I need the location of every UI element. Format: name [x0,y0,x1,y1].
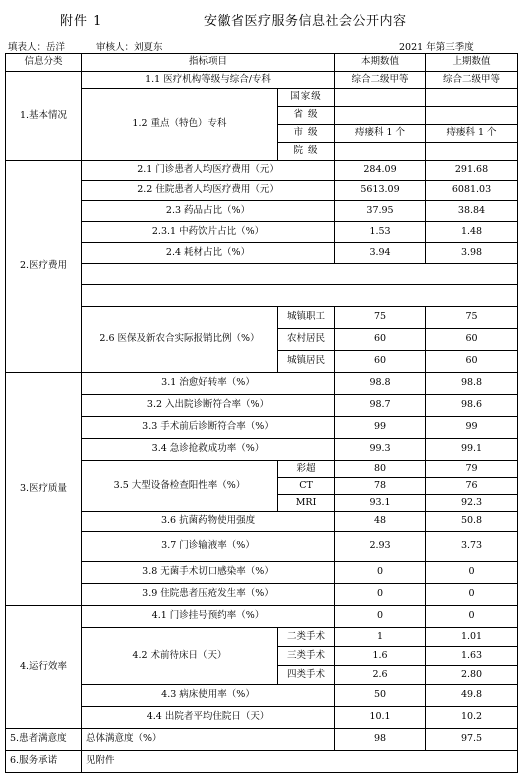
previous-value [426,107,518,125]
current-value [335,107,426,125]
sub-label: 四类手术 [278,666,335,685]
previous-value [426,143,518,161]
current-value: 0 [335,584,426,606]
table-row [6,685,518,707]
table-row [6,532,518,562]
previous-value: 3.73 [426,532,518,562]
current-value: 10.1 [335,707,426,729]
previous-value: 痔瘘科 1 个 [426,125,518,143]
column-header-category: 信息分类 [6,54,82,72]
current-value: 50 [335,685,426,707]
column-header-current: 本期数值 [335,54,426,72]
indicator-name: 3.1 治愈好转率（%） [82,373,335,395]
previous-value: 49.8 [426,685,518,707]
table-row [6,201,518,222]
blank-row [82,285,518,307]
current-value: 37.95 [335,201,426,222]
indicator-name: 4.3 病床使用率（%） [82,685,335,707]
previous-value: 60 [426,351,518,373]
form-meta [0,39,522,53]
indicator-name: 4.2 术前待床日（天） [82,628,278,685]
sub-label: 彩超 [278,461,335,478]
current-value: 综合二级甲等 [335,72,426,89]
table-row [6,395,518,417]
document-header [0,10,522,30]
previous-value: 50.8 [426,512,518,532]
table-row [6,461,518,478]
previous-value: 1.48 [426,222,518,243]
table-row [6,439,518,461]
previous-value: 76 [426,478,518,495]
blank-row [82,264,518,285]
category-service: 6.服务承诺 [6,751,82,773]
previous-value: 3.98 [426,243,518,264]
category-satisfaction: 5.患者满意度 [6,729,82,751]
table-row [6,373,518,395]
previous-value: 1.01 [426,628,518,647]
table-row [6,562,518,584]
current-value: 99.3 [335,439,426,461]
table-row [6,606,518,628]
indicator-name: 3.9 住院患者压疮发生率（%） [82,584,335,606]
table-row [6,707,518,729]
table-row [6,307,518,329]
indicator-name: 3.4 急诊抢救成功率（%） [82,439,335,461]
sub-label: 农村居民 [278,329,335,351]
indicator-name: 见附件 [82,751,518,773]
previous-value: 99 [426,417,518,439]
current-value: 78 [335,478,426,495]
previous-value: 综合二级甲等 [426,72,518,89]
current-value: 痔瘘科 1 个 [335,125,426,143]
table-row [6,264,518,285]
current-value: 99 [335,417,426,439]
table-row [6,417,518,439]
table-row [6,89,518,107]
category-quality: 3.医疗质量 [6,373,82,606]
previous-value: 0 [426,606,518,628]
current-value: 60 [335,329,426,351]
indicator-name: 2.1 门诊患者人均医疗费用（元） [82,161,335,181]
category-cost: 2.医疗费用 [6,161,82,373]
column-header-item: 指标项目 [82,54,335,72]
current-value: 48 [335,512,426,532]
previous-value: 75 [426,307,518,329]
table-row [6,584,518,606]
column-header-previous: 上期数值 [426,54,518,72]
previous-value: 79 [426,461,518,478]
level-province: 省 级 [278,107,335,125]
current-value [335,143,426,161]
table-row [6,729,518,751]
indicator-name: 4.1 门诊挂号预约率（%） [82,606,335,628]
current-value: 1.6 [335,647,426,666]
current-value: 93.1 [335,495,426,512]
sub-label: 城镇职工 [278,307,335,329]
previous-value: 92.3 [426,495,518,512]
indicator-name: 2.3.1 中药饮片占比（%） [82,222,335,243]
category-basic: 1.基本情况 [6,72,82,161]
indicator-name: 总体满意度（%） [82,729,335,751]
table-row [6,181,518,201]
sub-label: MRI [278,495,335,512]
previous-value: 0 [426,584,518,606]
previous-value: 99.1 [426,439,518,461]
previous-value: 0 [426,562,518,584]
previous-value: 97.5 [426,729,518,751]
sub-label: 二类手术 [278,628,335,647]
current-value: 0 [335,562,426,584]
report-period: 2021 年第三季度 [399,42,474,53]
previous-value: 98.6 [426,395,518,417]
sub-label: 城镇居民 [278,351,335,373]
table-row [6,72,518,89]
previous-value: 1.63 [426,647,518,666]
table-header-row [6,54,518,72]
indicator-name: 3.5 大型设备检查阳性率（%） [82,461,278,512]
current-value: 1.53 [335,222,426,243]
indicator-name: 2.2 住院患者人均医疗费用（元） [82,181,335,201]
current-value: 1 [335,628,426,647]
indicator-name: 3.3 手术前后诊断符合率（%） [82,417,335,439]
reviewer-name: 审核人：刘夏东 [96,42,163,53]
disclosure-table [5,53,518,773]
current-value: 3.94 [335,243,426,264]
indicator-name: 1.1 医疗机构等级与综合/专科 [82,72,335,89]
current-value: 284.09 [335,161,426,181]
sub-label: 三类手术 [278,647,335,666]
filler-name: 填表人：岳洋 [8,42,66,53]
indicator-name: 4.4 出院者平均住院日（天） [82,707,335,729]
annex-label: 附件 1 [60,14,103,29]
previous-value: 98.8 [426,373,518,395]
previous-value [426,89,518,107]
indicator-name: 3.7 门诊输液率（%） [82,532,335,562]
sub-label: CT [278,478,335,495]
table-row [6,222,518,243]
document-title: 安徽省医疗服务信息社会公开内容 [204,14,407,29]
table-row [6,751,518,773]
current-value: 75 [335,307,426,329]
previous-value: 291.68 [426,161,518,181]
previous-value: 38.84 [426,201,518,222]
previous-value: 2.80 [426,666,518,685]
level-city: 市 级 [278,125,335,143]
table-row [6,628,518,647]
indicator-name: 3.8 无菌手术切口感染率（%） [82,562,335,584]
level-hospital: 院 级 [278,143,335,161]
table-row [6,243,518,264]
current-value [335,89,426,107]
indicator-name: 3.6 抗菌药物使用强度 [82,512,335,532]
current-value: 5613.09 [335,181,426,201]
indicator-name: 1.2 重点（特色）专科 [82,89,278,161]
current-value: 2.93 [335,532,426,562]
indicator-name: 2.3 药品占比（%） [82,201,335,222]
table-row [6,512,518,532]
table-row [6,285,518,307]
indicator-name: 2.4 耗材占比（%） [82,243,335,264]
current-value: 2.6 [335,666,426,685]
current-value: 98.7 [335,395,426,417]
category-efficiency: 4.运行效率 [6,606,82,729]
indicator-name: 2.6 医保及新农合实际报销比例（%） [82,307,278,373]
previous-value: 10.2 [426,707,518,729]
indicator-name: 3.2 入出院诊断符合率（%） [82,395,335,417]
level-national: 国家级 [278,89,335,107]
current-value: 98 [335,729,426,751]
current-value: 98.8 [335,373,426,395]
previous-value: 6081.03 [426,181,518,201]
current-value: 80 [335,461,426,478]
previous-value: 60 [426,329,518,351]
current-value: 60 [335,351,426,373]
current-value: 0 [335,606,426,628]
table-row [6,161,518,181]
